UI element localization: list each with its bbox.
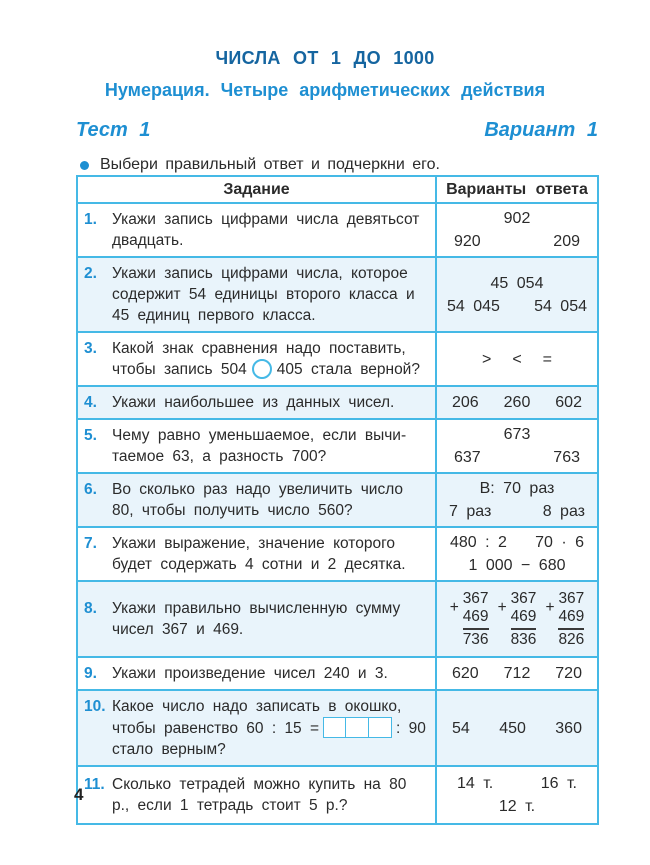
answer-option: 260 <box>503 394 531 411</box>
question-number: 7. <box>84 535 97 552</box>
question-number: 10. <box>84 698 106 715</box>
answer-option: 54 045 <box>447 297 500 315</box>
test-table <box>76 175 599 825</box>
answer-box <box>346 717 369 738</box>
table-row <box>78 256 597 331</box>
table-row <box>78 580 597 656</box>
page-subtitle: Нумерация. Четыре арифметических действия <box>104 80 546 100</box>
task-number: 405 <box>276 361 303 378</box>
page-title: ЧИСЛА ОТ 1 ДО 1000 <box>215 48 435 68</box>
answers-cell <box>437 528 597 580</box>
answer-option: 720 <box>555 665 582 682</box>
comparison-circle <box>252 359 272 379</box>
equation-left: 60 : 15 = <box>246 720 320 737</box>
instruction-text: Выбери правильный ответ и подчеркни его. <box>100 156 440 173</box>
answer-option: 70 · 6 <box>535 534 584 551</box>
test-variant-row <box>76 119 598 142</box>
instruction-row <box>80 156 598 174</box>
task-text: Укажи произведение чисел 240 и 3. <box>112 665 388 682</box>
answer-option: 480 : 2 <box>450 534 507 551</box>
answer-option: 16 т. <box>540 775 577 792</box>
bullet-icon <box>80 161 89 170</box>
answer-option: 637 <box>454 449 481 466</box>
table-row <box>78 385 597 418</box>
task-text: Укажи выражение, значение которого будет содержать 4 сотни и 2 десятка. <box>112 535 406 573</box>
answer-option: 206 <box>452 394 479 411</box>
answers-column-header: Варианты ответа <box>446 181 588 198</box>
answer-option: 902 <box>503 210 531 227</box>
answers-cell <box>437 691 597 765</box>
test-label: Тест 1 <box>76 119 151 141</box>
answers-cell <box>437 582 597 656</box>
answer-option: В: 70 раз <box>479 480 555 497</box>
task-text: Во сколько раз надо увеличить число 80, чтобы получить число 560? <box>112 481 404 519</box>
answer-option: 1 000 − 680 <box>468 557 566 574</box>
answers-cell <box>437 474 597 526</box>
task-text: Чему равно уменьшаемое, если вычитаемое 63, а разность 700? <box>112 427 407 465</box>
task-text: Укажи запись цифрами числа, которое содержит 54 единицы второго класса и 45 единиц первого класса. <box>112 265 415 324</box>
task-number: 504 <box>220 361 247 378</box>
answer-window-boxes <box>323 717 392 738</box>
column-additions <box>437 584 597 654</box>
answer-option: 54 <box>452 719 470 737</box>
answers-cell <box>437 387 597 418</box>
addition-sum: 836 <box>511 628 537 649</box>
question-number: 3. <box>84 340 97 357</box>
table-header-row <box>78 177 597 202</box>
answer-option: 209 <box>553 233 580 250</box>
answer-option: 12 т. <box>498 798 536 815</box>
task-text: Укажи запись цифрами числа девятьсот двадцать. <box>112 211 420 249</box>
question-number: 11. <box>84 776 105 793</box>
answer-option: 450 <box>499 719 526 737</box>
table-row <box>78 526 597 580</box>
table-row <box>78 418 597 472</box>
answer-option: = <box>542 350 553 368</box>
answer-box <box>323 717 346 738</box>
task-column-header: Задание <box>78 177 437 202</box>
answer-option: > <box>481 350 492 368</box>
question-number: 8. <box>84 600 97 617</box>
answer-option: 54 054 <box>534 297 587 315</box>
question-number: 6. <box>84 481 97 498</box>
task-text: Какое число надо записать в окошко, чтобы равенство <box>112 698 402 737</box>
answer-option: 14 т. <box>457 775 494 792</box>
plus-sign: + <box>449 598 459 616</box>
task-text: стало верным? <box>112 741 226 758</box>
task-text: Сколько тетрадей можно купить на 80 р., если 1 тетрадь стоит 5 р.? <box>112 776 407 814</box>
plus-sign: + <box>545 598 555 616</box>
answer-option: 360 <box>555 719 582 737</box>
answers-cell <box>437 420 597 472</box>
task-text: Укажи наибольшее из данных чисел. <box>112 394 395 411</box>
addition-option: + 367 469 826 <box>545 589 585 648</box>
page-number: 4 <box>74 785 84 804</box>
answers-cell <box>437 658 597 689</box>
table-row <box>78 765 597 823</box>
answer-option: 7 раз <box>449 503 492 520</box>
table-row <box>78 689 597 765</box>
answer-option: 763 <box>553 449 580 466</box>
answer-option: 602 <box>555 394 582 411</box>
task-text: стала верной? <box>310 361 420 378</box>
question-number: 4. <box>84 394 97 411</box>
variant-label: Вариант 1 <box>484 119 598 141</box>
plus-sign: + <box>497 598 507 616</box>
answer-option: 712 <box>503 665 531 682</box>
addition-sum: 736 <box>463 628 489 649</box>
answer-option: 8 раз <box>542 503 585 520</box>
task-text: Какой знак сравнения надо поставить, чтобы запись <box>112 340 406 378</box>
question-number: 5. <box>84 427 97 444</box>
question-number: 2. <box>84 265 97 282</box>
table-row <box>78 331 597 385</box>
table-row <box>78 472 597 526</box>
addition-sum: 826 <box>558 628 584 649</box>
answers-cell <box>437 333 597 385</box>
addition-option: + 367 469 736 <box>449 589 489 648</box>
answers-cell <box>437 258 597 331</box>
answer-option: 45 054 <box>490 274 544 292</box>
answers-cell <box>437 767 597 823</box>
answer-option: 920 <box>454 233 481 250</box>
table-row <box>78 656 597 689</box>
answer-box <box>369 717 392 738</box>
question-number: 9. <box>84 665 97 682</box>
task-text: Укажи правильно вычисленную сумму чисел 367 и 469. <box>112 600 401 638</box>
table-row <box>78 202 597 256</box>
addition-option: + 367 469 836 <box>497 589 537 648</box>
answer-option: 620 <box>452 665 479 682</box>
question-number: 1. <box>84 211 97 228</box>
answer-option: 673 <box>503 426 531 443</box>
equation-right: : 90 <box>396 720 426 737</box>
answer-option: < <box>512 350 522 368</box>
answers-cell <box>437 204 597 256</box>
